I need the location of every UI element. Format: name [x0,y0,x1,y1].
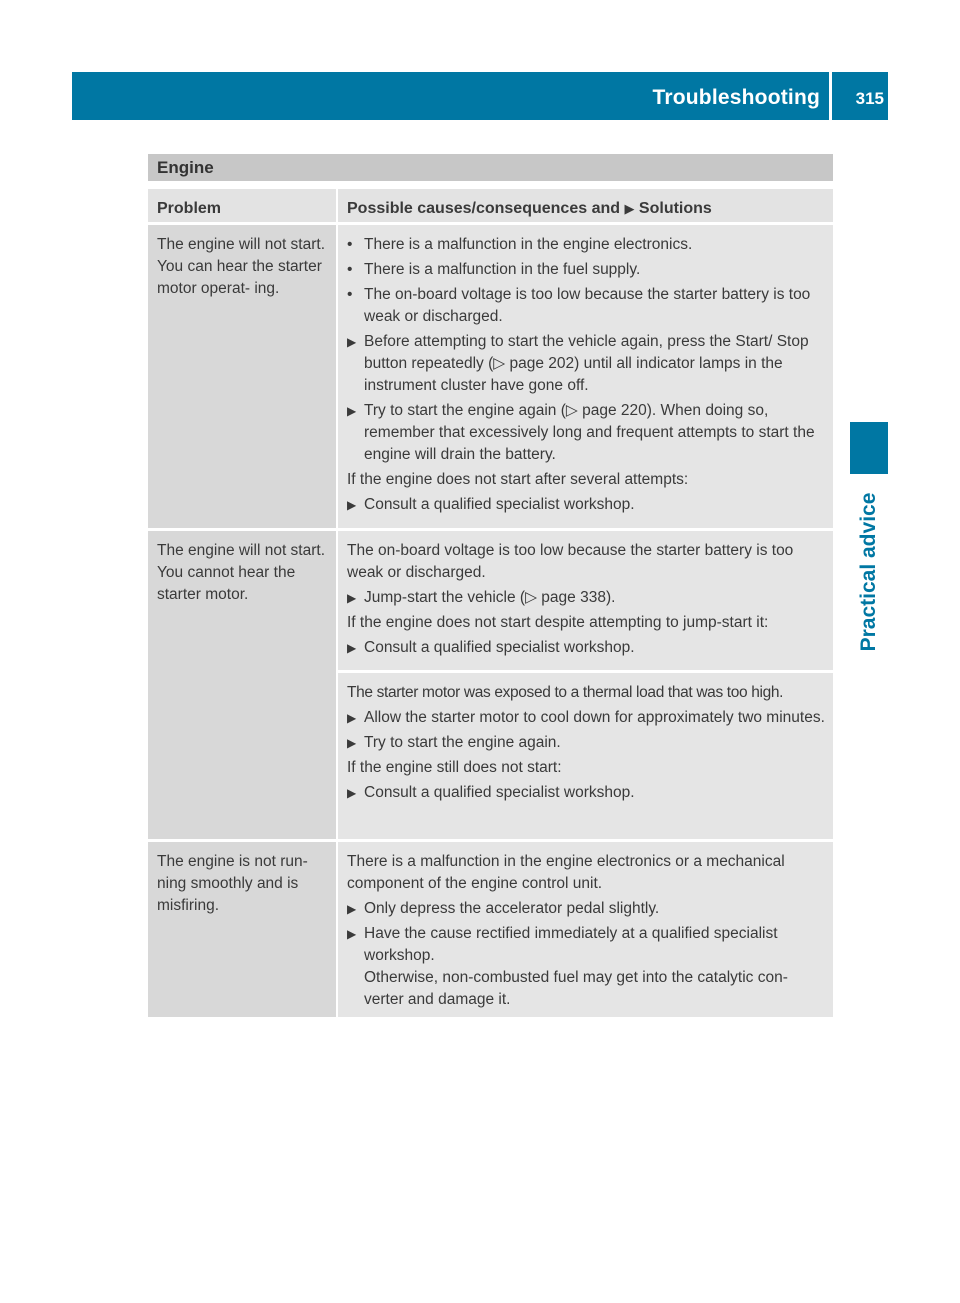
action-arrow-icon: ▶ [347,641,357,655]
column-header-solutions-prefix: Possible causes/consequences and [347,200,621,217]
step-note-text: Otherwise, non-combusted fuel may get into the catalytic con- verter and damage it. [364,969,788,1008]
cause-text: The starter motor was exposed to a thermal load that was too high. [347,684,784,701]
list-item [347,234,825,256]
action-arrow-icon: ▶ [347,786,357,800]
step-item [347,400,825,466]
header-bar [72,72,888,120]
column-header-solutions [338,189,833,222]
step-item [347,707,825,729]
step-item [347,587,825,609]
chapter-label-text: Practical advice [857,492,880,652]
step-text: Have the cause rectified immediately at a qualified specialist workshop. [364,925,778,964]
solution-cell [338,531,833,670]
section-title-bar [148,154,833,181]
step-item [347,637,825,659]
step-item [347,898,825,920]
solution-cell [338,673,833,839]
step-text: Allow the starter motor to cool down for approximately two minutes. [364,709,825,726]
action-arrow-icon: ▶ [347,498,357,512]
step-text: Try to start the engine again (▷ page 220). When doing so, remember that excessively long and frequent attempts to start the engine will drain the battery. [364,402,815,463]
cause-text: The on-board voltage is too low because the starter battery is too weak or discharged. [347,542,794,581]
step-text: Consult a qualified specialist workshop. [364,639,635,656]
step-item [347,732,825,754]
step-item [347,494,825,516]
cause-text: There is a malfunction in the engine electronics or a mechanical component of the engine control unit. [347,853,785,892]
step-text: Try to start the engine again. [364,734,561,751]
action-arrow-icon: ▶ [347,902,357,916]
step-item [347,782,825,804]
list-item [347,284,825,328]
column-header-problem [148,189,336,222]
bullet-dot-icon: • [347,236,353,253]
problem-cell [148,842,336,1017]
problem-cell [148,225,336,528]
step-text: Jump-start the vehicle (▷ page 338). [364,589,616,606]
action-arrow-icon: ▶ [347,736,357,750]
cause-text: There is a malfunction in the engine electronics. [364,236,693,253]
section-title: Engine [157,158,214,177]
note-text: If the engine does not start after several attempts: [347,471,689,488]
action-arrow-icon: ▶ [347,591,357,605]
column-header-problem-text: Problem [157,200,222,217]
problem-cell [148,531,336,839]
step-text: Only depress the accelerator pedal slightly. [364,900,660,917]
action-arrow-icon: ▶ [347,711,357,725]
problem-text: The engine will not start. You cannot hear the starter motor. [157,542,326,603]
header-divider [829,72,832,120]
page-number: 315 [855,89,884,108]
step-text: Consult a qualified specialist workshop. [364,496,635,513]
step-text: Consult a qualified specialist workshop. [364,784,635,801]
cause-text: There is a malfunction in the fuel supply. [364,261,641,278]
column-header-solutions-suffix: Solutions [638,200,712,217]
solution-cell [338,842,833,1017]
action-arrow-icon: ▶ [347,927,357,941]
header-title: Troubleshooting [652,86,820,109]
step-text: Before attempting to start the vehicle again, press the Start/ Stop button repeatedly (▷ page 202) until all indicator lamps in the instrument cluster have gone off. [364,333,809,394]
action-arrow-icon: ▶ [624,201,635,216]
chapter-tab-marker [850,422,888,474]
list-item [347,259,825,281]
problem-text: The engine will not start. You can hear the starter motor operat- ing. [157,236,326,297]
solution-cell [338,225,833,528]
step-item [347,923,825,1011]
action-arrow-icon: ▶ [347,404,357,418]
bullet-dot-icon: • [347,286,353,303]
cause-text: The on-board voltage is too low because the starter battery is too weak or discharged. [364,286,811,325]
action-arrow-icon: ▶ [347,335,357,349]
note-text: If the engine still does not start: [347,759,562,776]
bullet-dot-icon: • [347,261,353,278]
step-item [347,331,825,397]
problem-text: The engine is not run- ning smoothly and is misfiring. [157,853,308,914]
note-text: If the engine does not start despite attempting to jump-start it: [347,614,769,631]
